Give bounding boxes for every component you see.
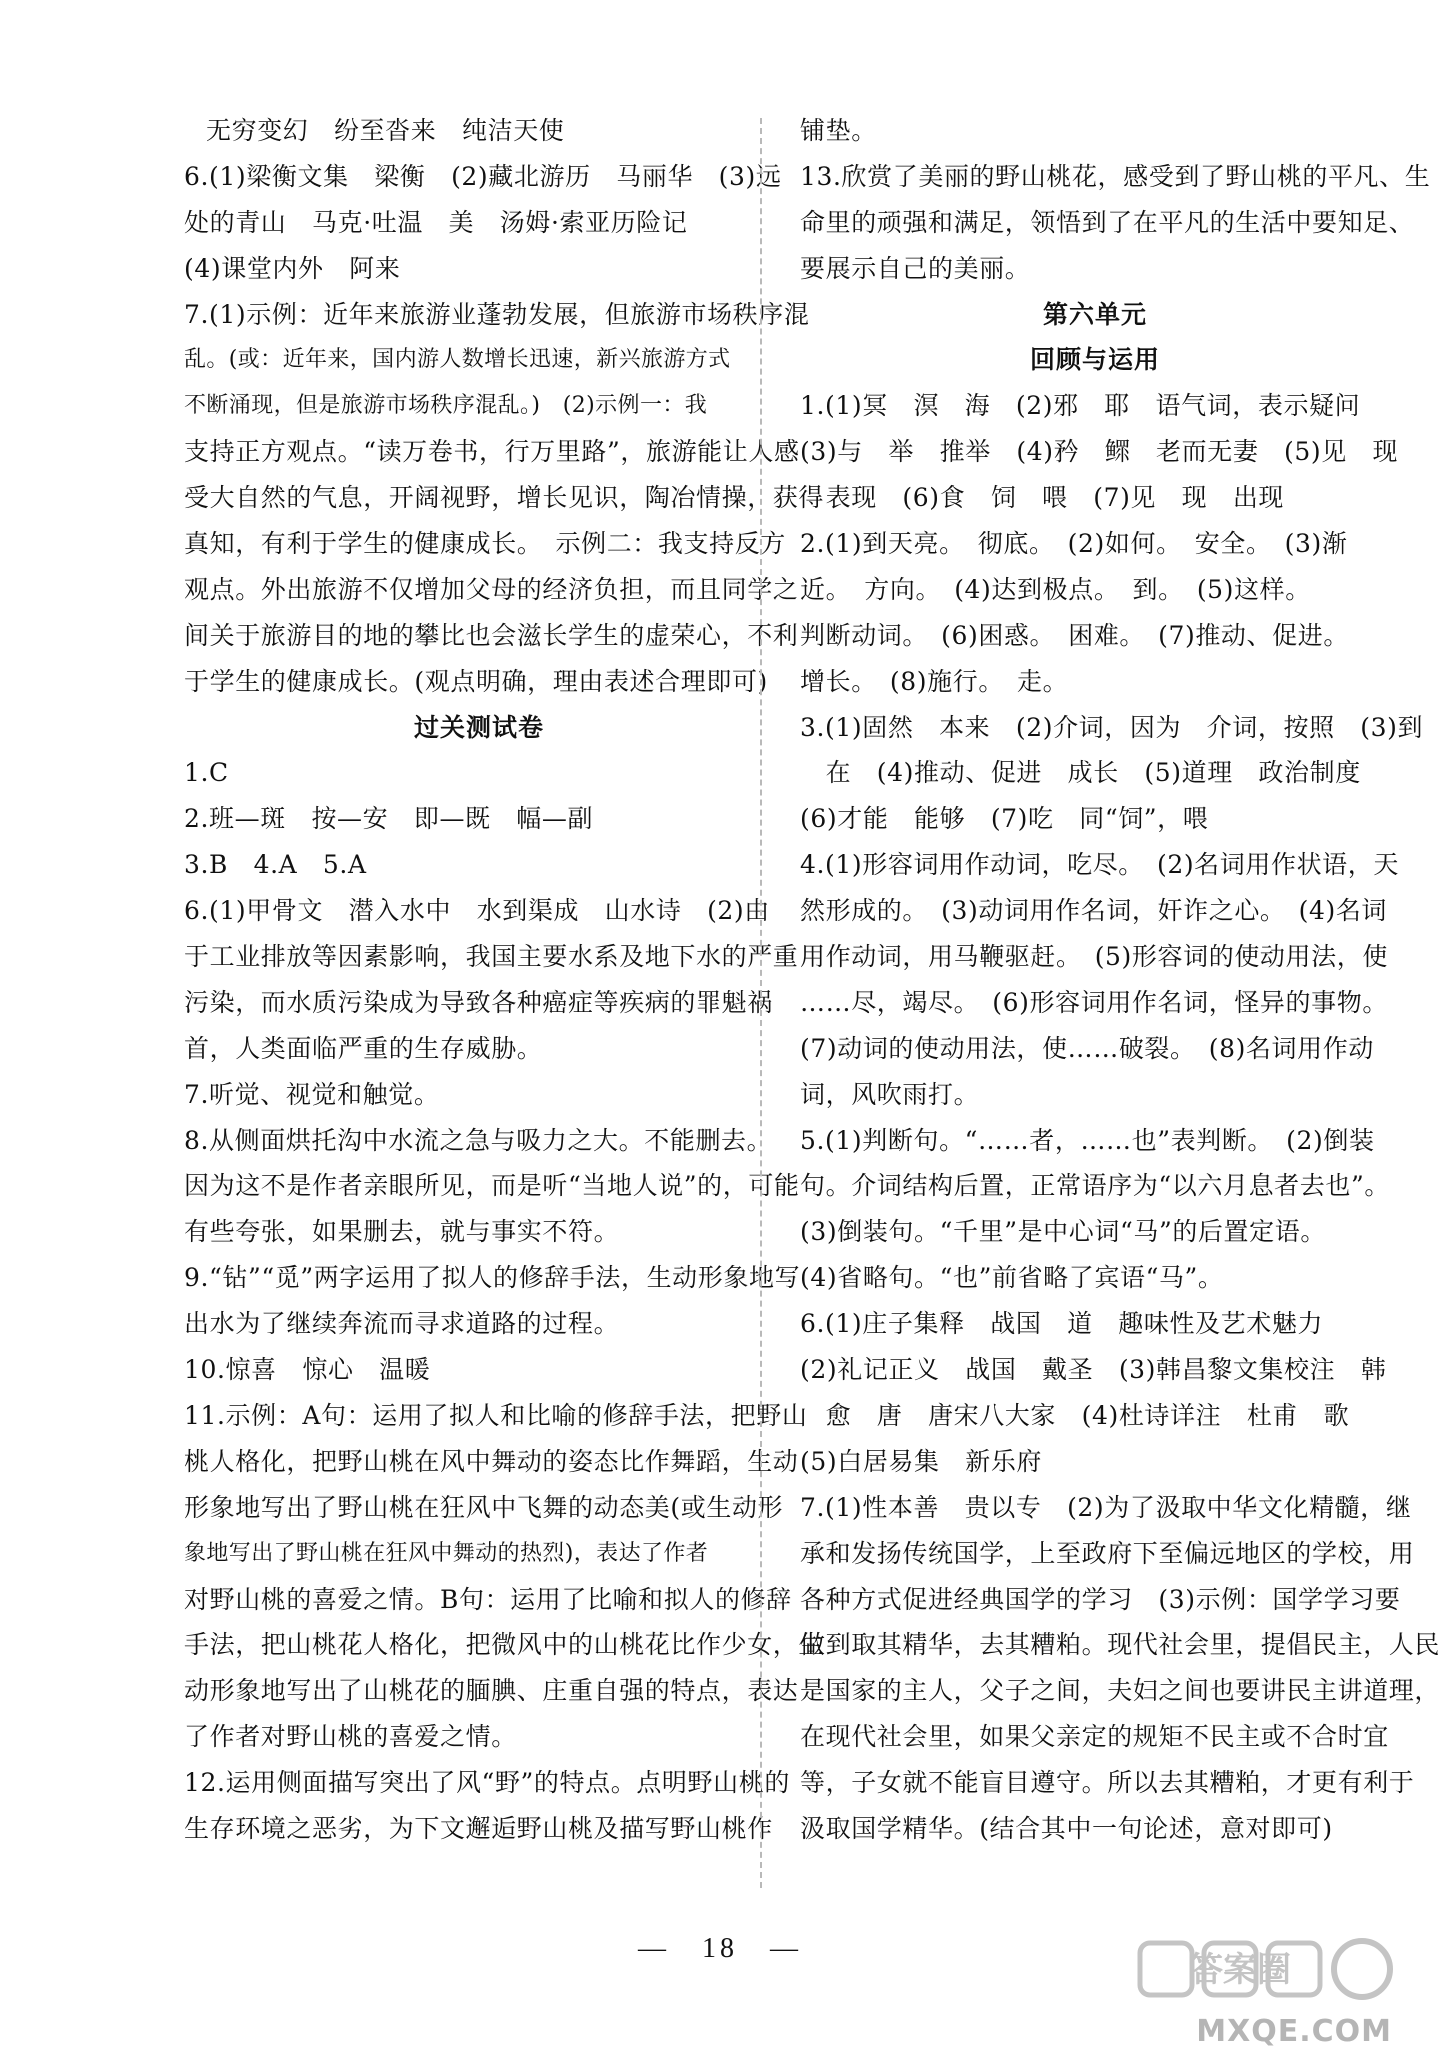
text-line: (2)礼记正义 战国 戴圣 (3)韩昌黎文集校注 韩 — [800, 1355, 1387, 1385]
text-line: 真知，有利于学生的健康成长。 示例二：我支持反方 — [184, 529, 786, 559]
text-line: 3.(1)固然 本来 (2)介词，因为 介词，按照 (3)到 — [800, 712, 1424, 742]
text-line: 了作者对野山桃的喜爱之情。 — [184, 1722, 517, 1752]
page-number: — 18 — — [637, 1933, 802, 1964]
text-line: 支持正方观点。“读万卷书，行万里路”，旅游能让人感 — [184, 437, 800, 467]
watermark-text: MXQE.COM — [1196, 2014, 1392, 2049]
text-line: (6)才能 能够 (7)吃 同“饲”，喂 — [800, 804, 1209, 834]
text-line: 间关于旅游目的地的攀比也会滋长学生的虚荣心，不利 — [184, 620, 799, 650]
text-line: 12.运用侧面描写突出了风“野”的特点。点明野山桃的 — [184, 1768, 790, 1798]
text-line: 命里的顽强和满足，领悟到了在平凡的生活中要知足、 — [800, 207, 1415, 237]
text-line: 9.“钻”“觅”两字运用了拟人的修辞手法，生动形象地写 — [184, 1263, 801, 1293]
text-line: 首，人类面临严重的生存威胁。 — [184, 1033, 543, 1063]
text-line: 13.欣赏了美丽的野山桃花，感受到了野山桃的平凡、生 — [800, 161, 1431, 191]
text-line: 无穷变幻 纷至沓来 纯洁天使 — [206, 116, 565, 145]
text-line: 因为这不是作者亲眼所见，而是听“当地人说”的，可能 — [184, 1171, 800, 1201]
section-heading: 第六单元 — [1042, 299, 1147, 329]
text-line: 1.(1)冥 溟 海 (2)邪 耶 语气词，表示疑问 — [800, 391, 1361, 421]
text-line: 1.C — [184, 758, 229, 788]
text-line: 10.惊喜 惊心 温暖 — [184, 1355, 431, 1385]
text-line: 不断涌现，但是旅游市场秩序混乱。) (2)示例一：我 — [184, 393, 708, 419]
text-line: 汲取国学精华。(结合其中一句论述，意对即可) — [800, 1813, 1333, 1843]
text-line: 于学生的健康成长。(观点明确，理由表述合理即可) — [184, 666, 768, 696]
column-divider — [760, 118, 762, 1888]
text-line: 观点。外出旅游不仅增加父母的经济负担，而且同学之 — [184, 574, 799, 604]
section-heading: 回顾与运用 — [1029, 345, 1160, 375]
text-line: 处的青山 马克·吐温 美 汤姆·索亚历险记 — [184, 207, 688, 237]
text-line: 6.(1)庄子集释 战国 道 趣味性及艺术魅力 — [800, 1309, 1324, 1339]
text-line: 承和发扬传统国学，上至政府下至偏远地区的学校，用 — [800, 1538, 1415, 1568]
text-line: 7.(1)示例：近年来旅游业蓬勃发展，但旅游市场秩序混 — [184, 299, 810, 329]
text-line: 污染，而水质污染成为导致各种癌症等疾病的罪魁祸 — [184, 987, 773, 1017]
text-line: 在 (4)推动、促进 成长 (5)道理 政治制度 — [800, 758, 1361, 788]
section-heading: 过关测试卷 — [413, 712, 544, 742]
text-line: 7.听觉、视觉和触觉。 — [184, 1079, 440, 1109]
text-line: 表现 (6)食 饲 喂 (7)见 现 出现 — [800, 483, 1285, 513]
text-line: 8.从侧面烘托沟中水流之急与吸力之大。不能删去。 — [184, 1125, 773, 1155]
text-line: (3)与 举 推举 (4)矜 鳏 老而无妻 (5)见 现 — [800, 437, 1399, 467]
text-line: 象地写出了野山桃在狂风中舞动的热烈)，表达了作者 — [184, 1540, 709, 1566]
text-line: 6.(1)梁衡文集 梁衡 (2)藏北游历 马丽华 (3)远 — [184, 161, 782, 191]
text-line: 对野山桃的喜爱之情。B句：运用了比喻和拟人的修辞 — [184, 1584, 792, 1614]
text-line: 6.(1)甲骨文 潜入水中 水到渠成 山水诗 (2)由 — [184, 896, 770, 926]
left-column — [184, 108, 825, 1852]
text-line: 2.(1)到天亮。 彻底。 (2)如何。 安全。 (3)渐 — [800, 529, 1348, 559]
answer-circle-logo — [1100, 1935, 1400, 2011]
text-line: 是国家的主人，父子之间，夫妇之间也要讲民主讲道理， — [800, 1676, 1440, 1706]
text-line: 做到取其精华，去其糟粕。现代社会里，提倡民主，人民 — [800, 1630, 1440, 1660]
text-line: 生存环境之恶劣，为下文邂逅野山桃及描写野山桃作 — [184, 1813, 773, 1843]
right-column — [800, 108, 1440, 1852]
text-line: (5)白居易集 新乐府 — [800, 1446, 1043, 1476]
text-line: 3.B 4.A 5.A — [184, 850, 367, 880]
text-line: (4)省略句。“也”前省略了宾语“马”。 — [800, 1263, 1224, 1293]
text-line: 有些夸张，如果删去，就与事实不符。 — [184, 1217, 620, 1247]
text-line: 要展示自己的美丽。 — [800, 253, 1031, 283]
text-line: (3)倒装句。“千里”是中心词“马”的后置定语。 — [800, 1217, 1326, 1247]
text-line: 铺垫。 — [800, 116, 877, 145]
text-line: ……尽，竭尽。 (6)形容词用作名词，怪异的事物。 — [800, 987, 1388, 1017]
text-line: 判断动词。 (6)困惑。 困难。 (7)推动、促进。 — [800, 620, 1349, 650]
text-line: 桃人格化，把野山桃在风中舞动的姿态比作舞蹈，生动 — [184, 1446, 799, 1476]
text-line: 形象地写出了野山桃在狂风中飞舞的动态美(或生动形 — [184, 1492, 784, 1522]
text-line: 4.(1)形容词用作动词，吃尽。 (2)名词用作状语，天 — [800, 850, 1399, 880]
text-line: 2.班—斑 按—安 即—既 幅—副 — [184, 804, 594, 834]
text-line: (4)课堂内外 阿来 — [184, 253, 401, 283]
text-line: 句。介词结构后置，正常语序为“以六月息者去也”。 — [800, 1171, 1390, 1201]
text-line: 愈 唐 唐宋八大家 (4)杜诗详注 杜甫 歌 — [800, 1400, 1350, 1430]
text-line: 5.(1)判断句。“……者，……也”表判断。 (2)倒装 — [800, 1125, 1375, 1155]
text-line: 词，风吹雨打。 — [800, 1079, 980, 1109]
watermark-logo-text: 答案圈 — [1189, 1950, 1291, 1990]
text-line: 手法，把山桃花人格化，把微风中的山桃花比作少女，生 — [184, 1630, 825, 1660]
text-line: 出水为了继续奔流而寻求道路的过程。 — [184, 1309, 620, 1339]
text-line: 于工业排放等因素影响，我国主要水系及地下水的严重 — [184, 942, 799, 972]
text-line: 增长。 (8)施行。 走。 — [800, 666, 1069, 696]
text-line: 7.(1)性本善 贵以专 (2)为了汲取中华文化精髓，继 — [800, 1492, 1412, 1522]
watermark — [1100, 1935, 1400, 2053]
text-line: 在现代社会里，如果父亲定的规矩不民主或不合时宜 — [800, 1722, 1389, 1752]
text-line: (7)动词的使动用法，使……破裂。 (8)名词用作动 — [800, 1033, 1374, 1063]
text-line: 11.示例：A句：运用了拟人和比喻的修辞手法，把野山 — [184, 1400, 808, 1430]
text-line: 动形象地写出了山桃花的腼腆、庄重自强的特点，表达 — [184, 1676, 799, 1706]
text-line: 乱。(或：近年来，国内游人数增长迅速，新兴旅游方式 — [184, 347, 731, 373]
text-line: 受大自然的气息，开阔视野，增长见识，陶冶情操，获得 — [184, 483, 825, 513]
text-line: 近。 方向。 (4)达到极点。 到。 (5)这样。 — [800, 574, 1311, 604]
text-line: 各种方式促进经典国学的学习 (3)示例：国学学习要 — [800, 1584, 1401, 1614]
text-line: 然形成的。 (3)动词用作名词，奸诈之心。 (4)名词 — [800, 896, 1388, 926]
text-line: 等，子女就不能盲目遵守。所以去其糟粕，才更有利于 — [800, 1768, 1415, 1798]
text-line: 用作动词，用马鞭驱赶。 (5)形容词的使动用法，使 — [800, 942, 1388, 972]
